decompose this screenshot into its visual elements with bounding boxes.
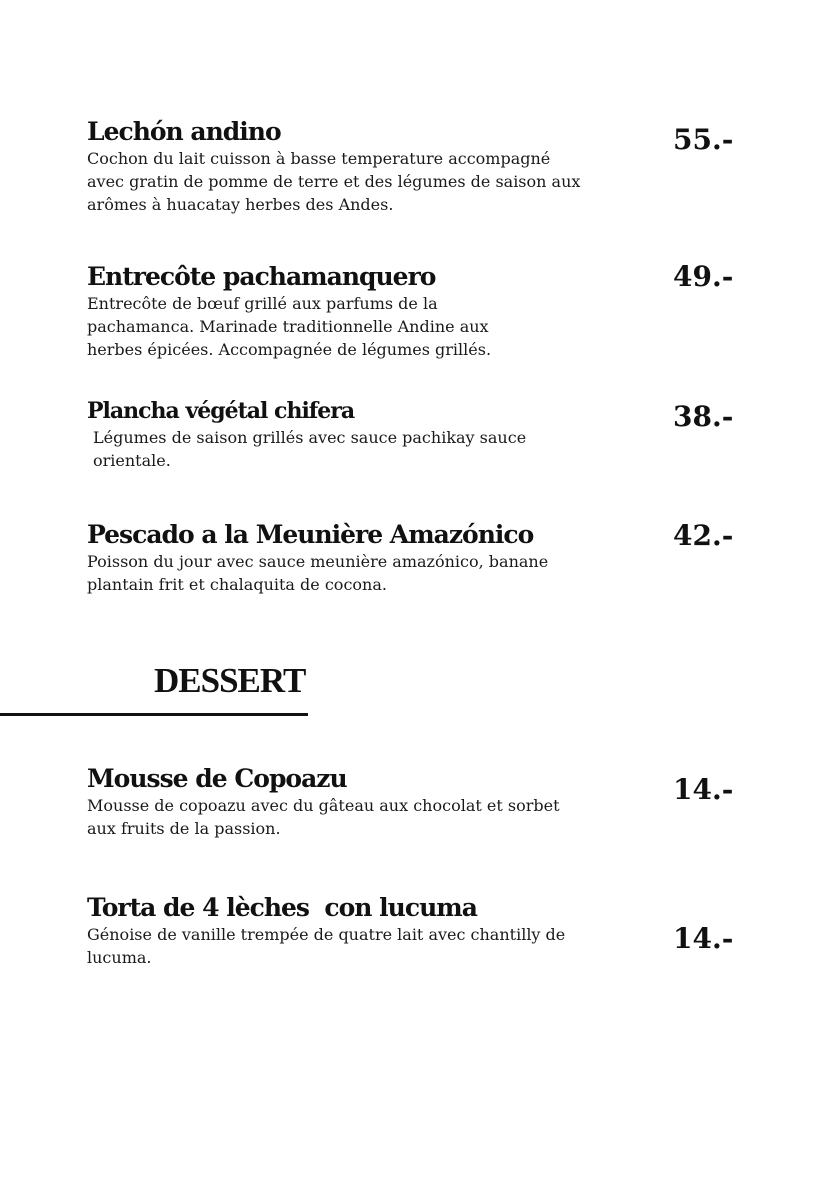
item-name: Torta de 4 lèches con lucuma [87,893,477,922]
menu-item-mousse [87,764,587,840]
item-description: Mousse de copoazu avec du gâteau aux chocolat et sorbet aux fruits de la passion. [87,796,560,838]
item-price: 14.- [673,922,734,955]
item-price: 38.- [673,400,734,433]
item-name: Lechón andino [87,117,281,146]
menu-item-torta [87,893,587,969]
menu-item-plancha [87,396,587,472]
menu-item-entrecote [87,262,587,361]
item-name: Plancha végétal chifera [87,398,355,424]
dessert-section-title: DESSERT [154,661,306,700]
item-price: 42.- [673,519,734,552]
item-description: Entrecôte de bœuf grillé aux parfums de la pachamanca. Marinade traditionnelle Andine aux herbes épicées. Accompagnée de légumes grillés. [87,294,492,359]
item-description: Légumes de saison grillés avec sauce pachikay sauce orientale. [93,428,527,470]
menu-item-pescado [87,520,587,596]
item-name: Entrecôte pachamanquero [87,262,436,291]
item-description: Génoise de vanille trempée de quatre lait avec chantilly de lucuma. [87,925,566,967]
item-price: 55.- [673,123,734,156]
menu-item-lechon [87,117,587,216]
item-name: Pescado a la Meunière Amazónico [87,520,534,549]
item-price: 14.- [673,773,734,806]
item-price: 49.- [673,260,734,293]
item-name: Mousse de Copoazu [87,764,347,793]
item-description: Poisson du jour avec sauce meunière amazónico, banane plantain frit et chalaquita de cocona. [87,552,549,594]
section-divider [0,713,308,716]
item-description: Cochon du lait cuisson à basse temperature accompagné avec gratin de pomme de terre et des légumes de saison aux arômes à huacatay herbes des Andes. [87,149,581,214]
